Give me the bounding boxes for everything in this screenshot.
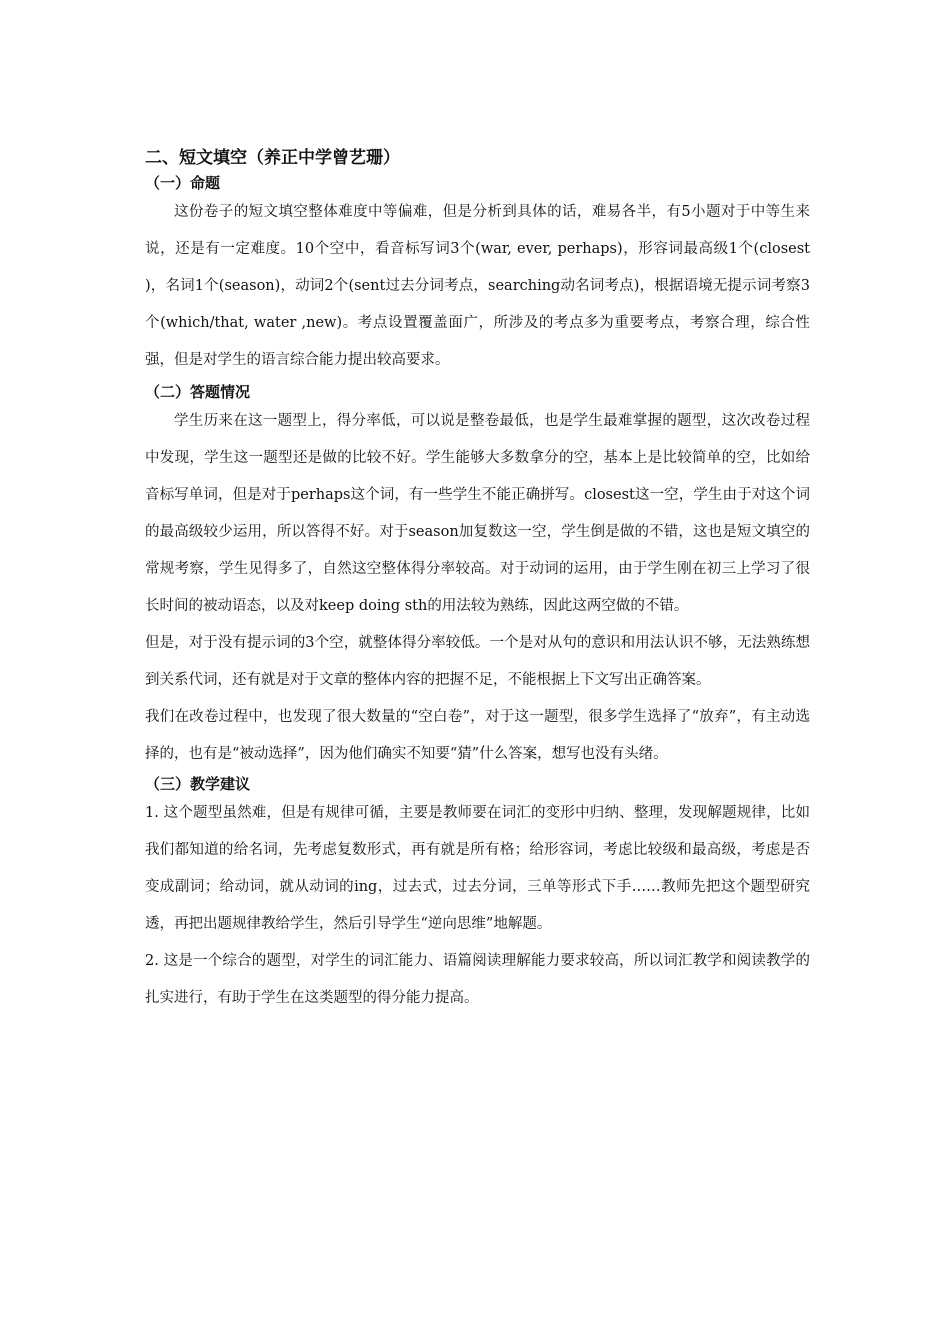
section-heading: （一）命题 [145, 174, 221, 192]
document-page [145, 146, 810, 1017]
section-paragraph: 但是，对于没有提示词的3个空，就整体得分率较低。一个是对从句的意识和用法认识不够，无法熟练想到关系代词，还有就是对于文章的整体内容的把握不足，不能根据上下文写出正确答案。 [145, 635, 810, 688]
section-paragraph: 1. 这个题型虽然难，但是有规律可循，主要是教师要在词汇的变形中归纳、整理，发现解题规律，比如我们都知道的给名词，先考虑复数形式，再有就是所有格；给形容词，考虑比较级和最高级，考虑是否变成副词；给动词，就从动词的ing，过去式，过去分词，三单等形式下手……教师先把这个题型研究透，再把出题规律教给学生，然后引导学生“逆向思维”地解题。 [145, 805, 810, 932]
section-paragraph: 2. 这是一个综合的题型，对学生的词汇能力、语篇阅读理解能力要求较高，所以词汇教学和阅读教学的扎实进行，有助于学生在这类题型的得分能力提高。 [145, 953, 810, 1006]
document-title: 二、短文填空（养正中学曾艺珊） [145, 148, 400, 168]
section-heading: （三）教学建议 [145, 775, 251, 793]
section-paragraph: 我们在改卷过程中，也发现了很大数量的“空白卷”，对于这一题型，很多学生选择了“放弃”，有主动选择的，也有是“被动选择”，因为他们确实不知要“猜”什么答案，想写也没有头绪。 [145, 709, 810, 762]
section-teaching-suggestions [145, 773, 810, 1017]
section-paragraph: 学生历来在这一题型上，得分率低，可以说是整卷最低，也是学生最难掌握的题型，这次改卷过程中发现，学生这一题型还是做的比较不好。学生能够大多数拿分的空，基本上是比较简单的空，比如给音标写单词，但是对于perhaps这个词，有一些学生不能正确拼写。closest这一空，学生由于对这个词的最高级较少运用，所以答得不好。对于season加复数这一空，学生倒是做的不错，这也是短文填空的常规考察，学生见得多了，自然这空整体得分率较高。对于动词的运用，由于学生刚在初三上学习了很长时间的被动语态，以及对keep doing sth的用法较为熟练，因此这两空做的不错。 [145, 413, 810, 614]
section-heading: （二）答题情况 [145, 383, 251, 401]
section-paragraph: 这份卷子的短文填空整体难度中等偏难，但是分析到具体的话，难易各半，有5小题对于中等生来说，还是有一定难度。10个空中，看音标写词3个(war, ever, perhaps)，形容词最高级1个(closest )，名词1个(season)，动词2个(sent过去分词考点，searching动名词考点)，根据语境无提示词考察3个(which/that, water ,new)。考点设置覆盖面广，所涉及的考点多为重要考点，考察合理，综合性强，但是对学生的语言综合能力提出较高要求。 [145, 204, 810, 368]
section-answer-situation [145, 381, 810, 773]
section-proposition [145, 172, 810, 379]
